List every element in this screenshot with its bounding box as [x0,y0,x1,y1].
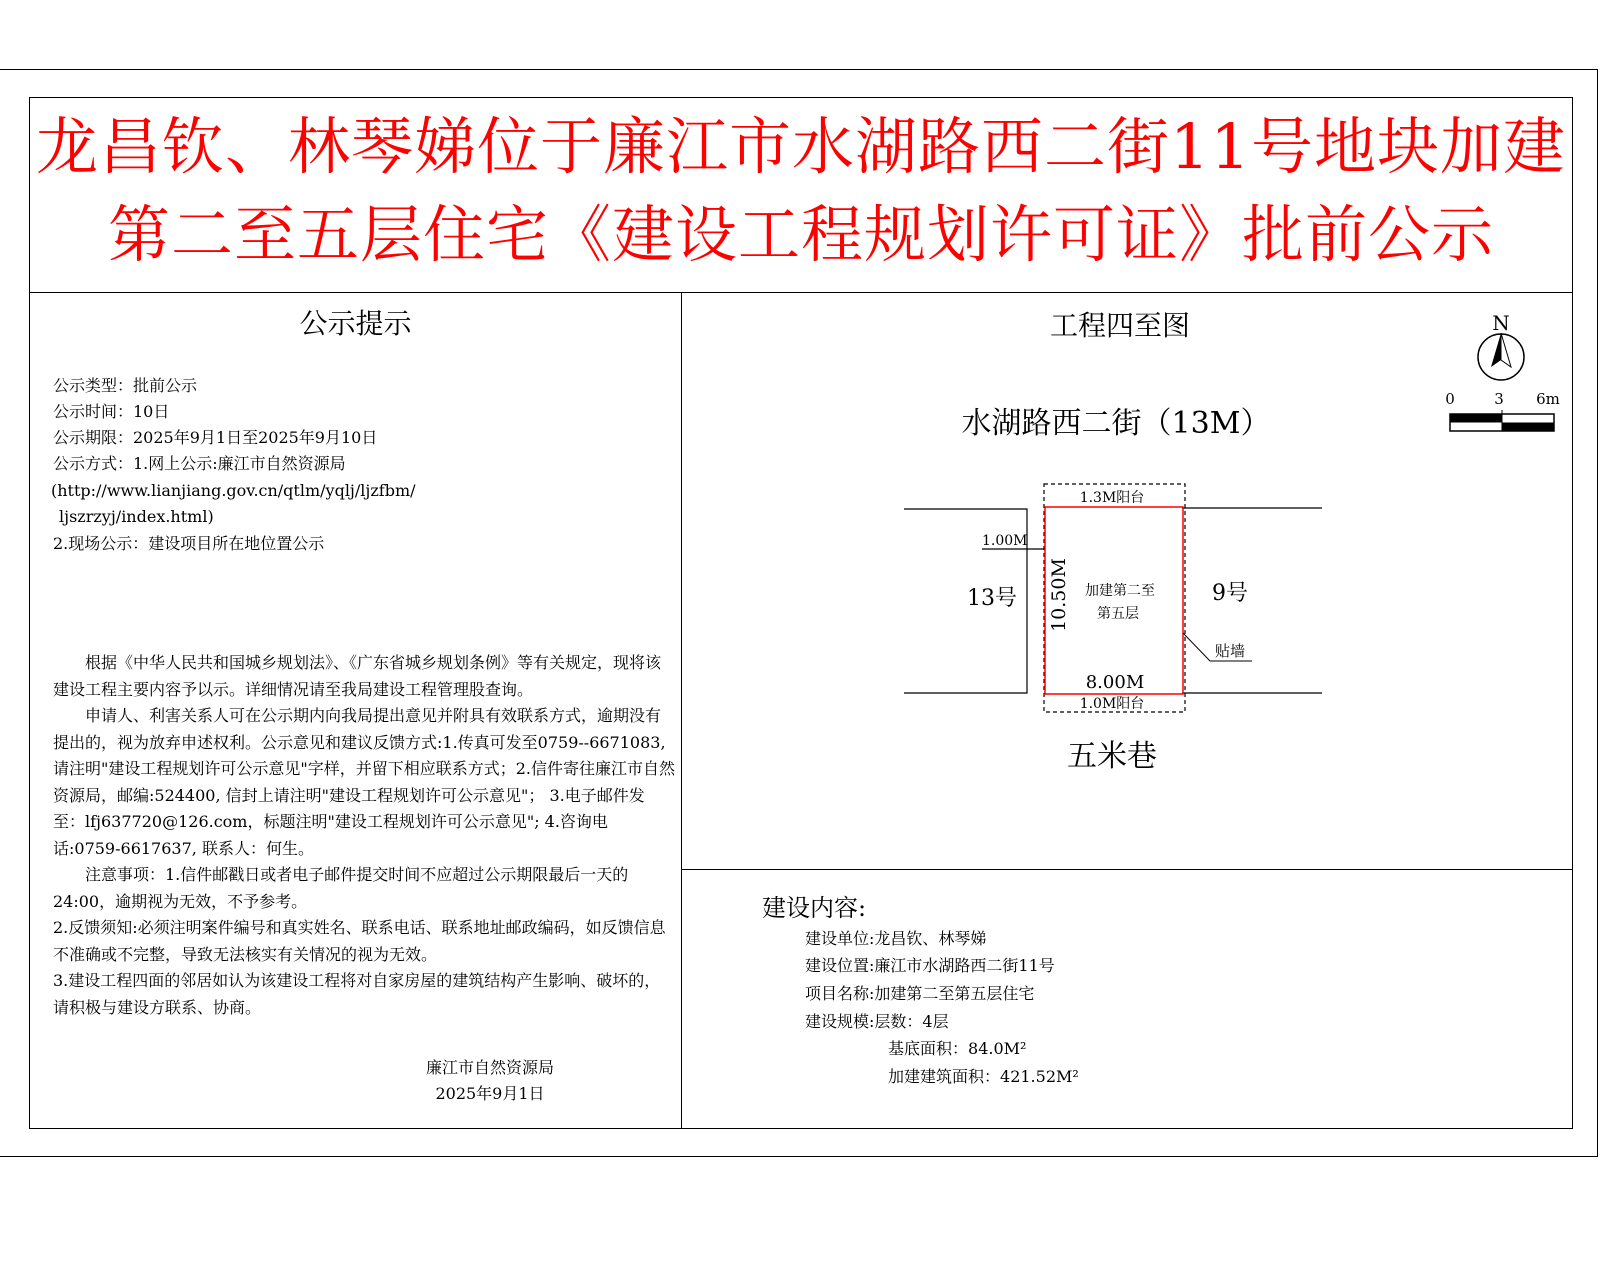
base-area-label: 基底面积： [888,1039,969,1058]
map-heading: 工程四至图 [1049,309,1190,342]
notice-heading: 公示提示 [299,307,412,340]
map-content-divider [681,869,1572,870]
notice-period: 公示期限：2025年9月1日至2025年9月10日 [53,428,378,447]
notice-body [53,650,675,1021]
paragraph-legal-basis: 根据《中华人民共和国城乡规划法》、《广东省城乡规划条例》等有关规定，现将该建设工程主要内容予以示。详细情况请至我局建设工程管理股查询。 [53,653,662,699]
building-label-2: 第五层 [1097,606,1139,622]
top-balcony-label: 1.3M阳台 [1079,490,1145,506]
content-value: 层数：4层 [874,1012,949,1031]
notice-method: 公示方式：1.网上公示:廉江市自然资源局 [53,454,346,473]
scale-label-6: 6m [1536,390,1560,408]
road-bottom-label: 五米巷 [1067,739,1157,774]
content-label: 建设规模: [805,1012,875,1031]
paragraph-attention: 注意事项：1.信件邮戳日或者电子邮件提交时间不应超过公示期限最后一天的24:00，逾期视为无效，不予参考。 [53,865,629,911]
content-row-gross-area [888,1063,1079,1090]
north-arrow-icon [1478,333,1524,380]
notice-type: 公示类型：批前公示 [53,376,198,395]
content-heading: 建设内容: [762,894,867,922]
content-label: 建设位置: [805,956,875,975]
notice-onsite: 2.现场公示：建设项目所在地位置公示 [53,534,325,553]
gross-area-label: 加建建筑面积： [888,1067,1001,1086]
building-label-1: 加建第二至 [1085,583,1155,599]
paragraph-neighbors: 3.建设工程四面的邻居如认为该建设工程将对自家房屋的建筑结构产生影响、破坏的，请积极与建设方联系、协商。 [53,971,661,1017]
content-value: 龙昌钦、林琴娣 [874,929,987,948]
content-label: 建设单位: [805,929,875,948]
scale-label-3: 3 [1494,390,1504,408]
content-label: 项目名称: [805,984,875,1003]
north-label: N [1492,311,1510,335]
width-label: 8.00M [1085,672,1145,693]
scale-label-0: 0 [1445,390,1455,408]
content-row-base-area [888,1035,1026,1062]
title-line-1: 龙昌钦、林琴娣位于廉江市水湖路西二街11号地块加建 [36,110,1566,183]
paragraph-feedback-requirements: 2.反馈须知:必须注明案件编号和真实姓名、联系电话、联系地址邮政编码，如反馈信息不准确或不完整，导致无法核实有关情况的视为无效。 [53,918,666,964]
content-value: 廉江市水湖路西二街11号 [874,956,1055,975]
signature-org: 廉江市自然资源局 [425,1058,554,1077]
right-neighbor-label: 9号 [1212,581,1248,606]
notice-duration: 公示时间：10日 [53,402,170,421]
title-line-2: 第二至五层住宅《建设工程规划许可证》批前公示 [107,198,1494,271]
left-gap-label: 1.00M [982,533,1028,549]
content-value: 加建第二至第五层住宅 [874,984,1035,1003]
content-row-project [805,980,1034,1007]
content-row-unit [805,925,986,952]
site-plan-map [682,293,1572,869]
paragraph-feedback: 申请人、利害关系人可在公示期内向我局提出意见并附具有效联系方式，逾期没有提出的，视为放弃申述权利。公示意见和建议反馈方式:1.传真可发至0759--6671083, 请注明"建设工程规划许可公示意见"字样，并留下相应联系方式；2.信件寄往廉江市自然资源局，邮编:524400, 信封上请注明"建设工程规划许可公示意见"； 3.电子邮件发至：lfj637720@126.com，标题注明"建设工程规划许可公示意见"; 4.咨询电话:0759-6617637, 联系人：何生。 [53,706,675,858]
notice-url-2: ljszrzyj/index.html) [59,507,214,526]
road-top-label: 水湖路西二街（13M） [961,406,1271,441]
left-neighbor-label: 13号 [967,586,1017,611]
content-row-scale [805,1008,949,1035]
scale-bar [1450,410,1554,431]
depth-label: 10.50M [1048,558,1070,632]
content-row-location [805,952,1055,979]
notice-url-1: (http://www.lianjiang.gov.cn/qtlm/yqlj/ljzfbm/ [51,481,416,500]
base-area-value: 84.0M² [968,1039,1027,1058]
signature-date: 2025年9月1日 [435,1084,545,1103]
wall-label: 贴墙 [1215,642,1246,660]
bottom-balcony-label: 1.0M阳台 [1079,696,1145,712]
gross-area-value: 421.52M² [1000,1067,1079,1086]
